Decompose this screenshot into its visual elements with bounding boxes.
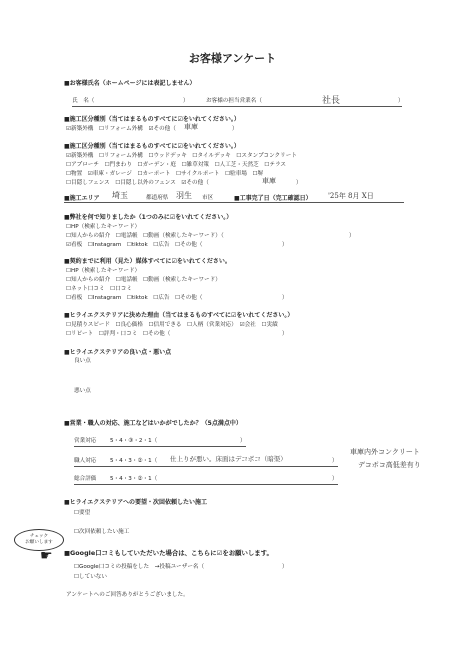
media-header: ■契約までに利用（見た）媒体すべてに☑をいれてください。 — [64, 258, 231, 265]
category-header: ■施工区分種別（当てはまるものすべてに☑をいれてください。） — [64, 116, 240, 123]
complete-date: '25年 8月 X日 — [328, 192, 374, 200]
craft-label: 職人対応 — [74, 458, 97, 464]
area-pref-suffix: 都道府県 — [146, 195, 169, 201]
total-close: ） — [332, 476, 338, 482]
area-city: 羽生 — [176, 191, 192, 200]
sales-label: 営業対応 — [74, 438, 97, 444]
found-row-3-close: ） — [282, 242, 288, 248]
found-row-2-close: ） — [349, 233, 355, 239]
area-city-suffix: 市区 — [202, 195, 214, 201]
request-next: ☐次回依頼したい施工 — [74, 529, 130, 535]
sales-underline — [74, 446, 246, 447]
google-header: ■Google口コミもしていただいた場合は、こちらに☑をお願いします。 — [64, 549, 273, 557]
craft-scale: 5・4・3・②・1（ — [110, 458, 158, 464]
found-header: ■弊社を何で知りましたか（1つのみに☑をいれてください。） — [64, 214, 233, 221]
total-scale: 5・4・3・②・1（ — [110, 476, 158, 482]
reason-row-1: ☐見積りスピード ☐良心価格 ☐信用できる ☐人柄（営業対応） ☑会社 ☐実績 — [66, 322, 278, 328]
reason-header: ■ヒライエクステリアに決めた理由（当てはまるものすべてに☑をいれてください。） — [64, 312, 294, 319]
found-row-1: ☐HP（検索したキーワード） — [66, 224, 141, 230]
name-section-header: ■お客様氏名（ホームページには表記しません） — [64, 80, 196, 87]
work-row-4-other: 車庫 — [262, 177, 276, 185]
reason-row-2: ☐リピート ☐評判・口コミ ☐その他（ — [66, 331, 171, 337]
work-row-4-close: ） — [296, 180, 302, 186]
pointing-hand-icon: ☛ — [40, 548, 53, 564]
page-title: お客様アンケート — [188, 52, 277, 65]
total-underline — [74, 484, 338, 485]
craft-underline — [74, 466, 338, 467]
good-point-label: 良い点 — [74, 358, 91, 364]
craft-close: ） — [332, 458, 338, 464]
check-bubble — [14, 529, 64, 551]
side-comment-1: 車庫内外コンクリート — [350, 448, 420, 456]
bad-point-label: 悪い点 — [74, 388, 91, 394]
total-label: 総合評価 — [74, 476, 97, 482]
footer-thanks: アンケートへのご回答ありがとうございました。 — [66, 592, 189, 598]
reason-row-2-close: ） — [282, 331, 288, 337]
google-option-not-posted: ☐していない — [74, 574, 107, 580]
found-row-3: ☑看板 ☐Instagram ☐tiktok ☐広告 ☐その他（ — [66, 242, 203, 248]
goodbad-header: ■ヒライエクステリアの良い点・悪い点 — [64, 349, 172, 356]
craft-comment: 仕上りが悪い。床面はデコボコ（暗渠） — [170, 455, 287, 463]
area-label: ■施工エリア — [64, 195, 100, 202]
work-row-1: ☑新築外構 ☐リフォーム外構 ☐ウッドデッキ ☐タイルデッキ ☐スタンプコンクリート — [66, 153, 297, 159]
media-row-1: ☐HP（検索したキーワード） — [66, 268, 141, 274]
media-row-4-close: ） — [282, 295, 288, 301]
staff-label: お客様の担当営業名（ — [206, 98, 262, 104]
request-header: ■ヒライエクステリアへの要望・次回依頼したい施工 — [64, 499, 207, 506]
sales-close: ） — [240, 438, 246, 444]
work-row-3: ☐物置 ☑車庫・ガレージ ☐カーポート ☐サイクルポート ☐駐車場 ☐塀 — [66, 171, 264, 177]
rating-header: ■営業・職人の対応、施工などはいかがでしたか？（5点満点中） — [64, 420, 242, 427]
area-underline — [64, 202, 404, 203]
found-row-2: ☐知人からの紹介 ☐電話帳 ☐動画（検索したキーワード）（ — [66, 233, 224, 239]
google-option-posted-close: ） — [282, 564, 288, 570]
name-underline — [72, 106, 402, 107]
side-comment-2: デコボコ高低差有り — [358, 461, 421, 469]
google-option-posted: ☐Google口コミの投稿をした →投稿ユーザー名（ — [74, 564, 205, 570]
area-prefecture: 埼玉 — [112, 191, 128, 200]
request-demand: ☐要望 — [74, 510, 91, 516]
category-options: ☑新築外構 ☐リフォーム外構 ☑その他（ — [66, 126, 176, 132]
staff-close: ） — [398, 98, 404, 104]
work-row-4: ☐目隠しフェンス ☐目隠し以外のフェンス ☑その他（ — [66, 180, 209, 186]
bubble-line-2: お願いします — [25, 540, 53, 545]
name-close: ） — [183, 98, 189, 104]
category-other-value: 車庫 — [184, 123, 198, 131]
media-row-4: ☐看板 ☐Instagram ☐tiktok ☐広告 ☐その他（ — [66, 295, 203, 301]
media-row-2: ☐知人からの紹介 ☐電話帳 ☐動画（検索したキーワード） — [66, 277, 221, 283]
sales-scale: 5・4・③・2・1（ — [110, 438, 158, 444]
media-row-3: ☐ネット口コミ ☐口コミ — [66, 286, 132, 292]
staff-value: 社長 — [322, 96, 341, 106]
work-row-2: ☐アプローチ ☐門まわり ☐ガーデン・庭 ☐雑草対策 ☐人工芝・天然芝 ☐テラス — [66, 162, 286, 168]
bubble-line-1: チェック — [29, 534, 49, 539]
name-label: 氏 名（ — [72, 98, 95, 104]
complete-date-label: ■工事完了日（完工確認日） — [234, 195, 312, 202]
work-header: ■施工区分種別（当てはまるものすべてに☑をいれてください。） — [64, 143, 240, 150]
category-close: ） — [232, 126, 238, 132]
